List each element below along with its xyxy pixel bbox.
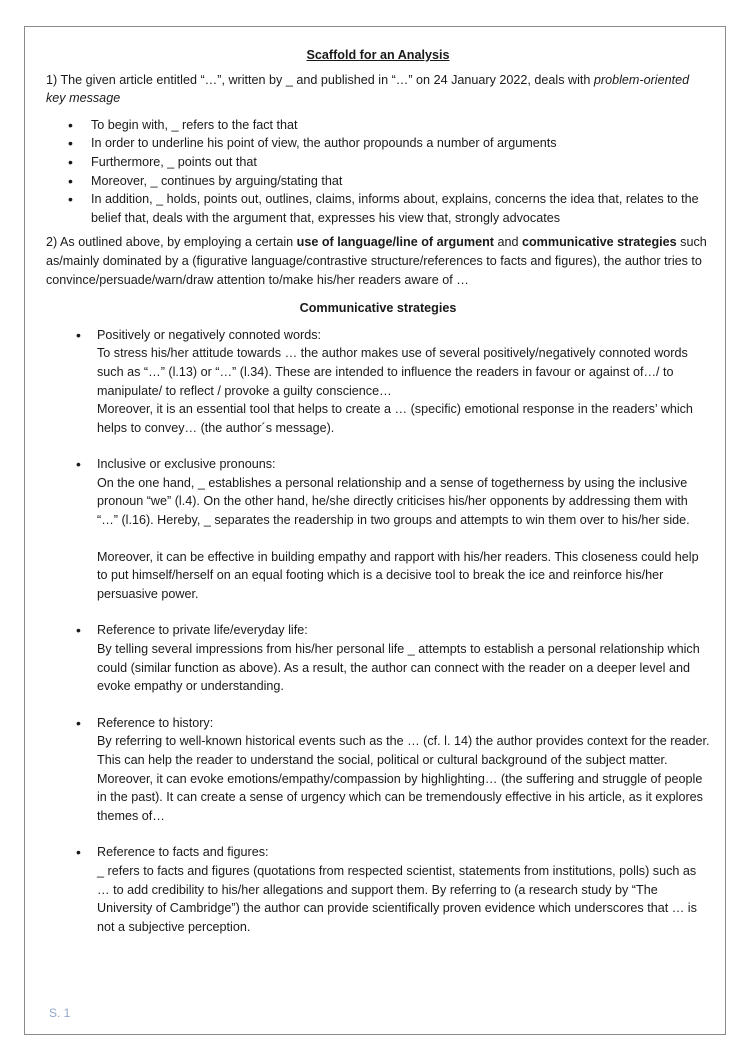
strategy-heading: • Positively or negatively connoted words: [97,327,322,342]
strategy-text: By telling several impressions from his/her personal life _ attempts to establish a personal relationship which could (similar function as above). As a result, the author can connect with the reader on a deeper level and evoke empathy or understanding. [97,642,700,694]
intro-paragraph [46,71,710,108]
list-item: • In order to underline his point of view, the author propounds a number of arguments [46,134,710,153]
strategy-item-facts-figures [46,843,710,936]
paragraph-gap [97,530,710,548]
list-item: • In addition, _ holds, points out, outlines, claims, informs about, explains, concerns the idea that, relates to the belief that, deals with the argument that, expresses his view that, strongly advocates [46,190,710,227]
intro-italic: problem-oriented key message [46,72,690,106]
second-paragraph [46,233,710,289]
list-item: • Moreover, _ continues by arguing/stating that [46,172,710,191]
strategy-text: Moreover, it is an essential tool that helps to create a … (specific) emotional response in the readers’ which helps to convey… (the author´s message). [97,402,693,435]
para2-bold-1: use of language/line of argument [296,235,494,250]
list-item: • To begin with, _ refers to the fact that [46,116,710,135]
para2-text-1: 2) As outlined above, by employing a certain [46,235,297,250]
strategies-list [46,326,710,937]
document-title: Scaffold for an Analysis [306,48,450,62]
strategy-item-private-life [46,621,710,695]
strategy-item-history [46,714,710,826]
strategies-heading: Communicative strategies [299,301,457,316]
strategy-text: On the one hand, _ establishes a personal relationship and a sense of togetherness by using the inclusive pronoun “we” (l.4). On the other hand, he/she directly criticises his/her opponents by addressing them with “…” (l.16). Hereby, _ separates the readership in two groups and attempts to win them over to his/her side. [97,475,690,528]
page-number: S. 1 [49,1006,71,1020]
strategy-text: To stress his/her attitude towards … the author makes use of several positively/negatively connoted words such as “…” (l.13) or “…” (l.34). These are intended to influence the readers in favour or against of…/ to manipulate/ to reflect / provoke a guilty conscience… [97,346,688,398]
strategy-text: _ refers to facts and figures (quotations from respected scientist, statements from institutions, polls) such as … to add credibility to his/her allegations and support them. By referring to (a research study by “The University of Cambridge”) the author can provide scientifically proven evidence which underscores that … is not a subjective perception. [97,863,697,934]
para2-bold-2: communicative strategies [521,235,677,250]
document-content [46,46,710,954]
strategy-heading: • Reference to private life/everyday life: [97,623,308,638]
strategy-text: Moreover, it can be effective in building empathy and rapport with his/her readers. This closeness could help to put himself/herself on an equal footing which is a decisive tool to break the ice and reinforce his/her persuasive power. [97,549,699,601]
strategy-heading: • Inclusive or exclusive pronouns: [97,457,276,472]
intro-text: 1) The given article entitled “…”, written by _ and published in “…” on 24 January 2022, deals with [46,72,594,87]
strategy-item-pronouns [46,455,710,603]
strategy-heading: • Reference to history: [97,715,214,730]
strategy-heading: • Reference to facts and figures: [97,845,269,860]
strategy-item-connoted-words [46,326,710,438]
document-page [24,26,726,1035]
intro-bullet-list [46,116,710,228]
strategy-text: By referring to well-known historical events such as the … (cf. l. 14) the author provides context for the reader. This can help the reader to understand the social, political or cultural background of the subject matter. Moreover, it can evoke emotions/empathy/compassion by highlighting… (the suffering and struggle of people in the past). It can create a sense of urgency which can be tremendously effective in his article, as it explores themes of… [97,734,710,823]
para2-text-2: and [493,235,522,250]
list-item: • Furthermore, _ points out that [46,153,710,172]
para2-text-3: such as/mainly dominated by a (figurative language/contrastive structure/references to facts and figures), the author tries to convince/persuade/warn/draw attention to/make his/her readers aware of … [46,235,707,287]
